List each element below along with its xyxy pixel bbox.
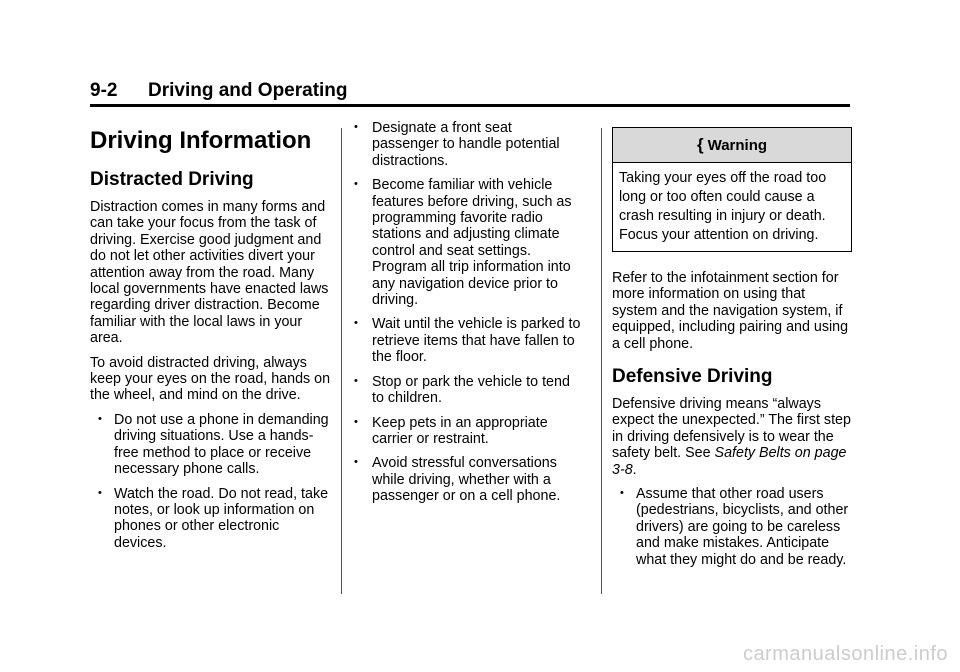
page-header bbox=[90, 80, 850, 102]
column-divider-2 bbox=[601, 128, 602, 594]
distraction-list-2 bbox=[352, 120, 582, 505]
distracted-driving-heading: Distracted Driving bbox=[90, 169, 254, 190]
column-1 bbox=[90, 120, 335, 559]
warning-icon: { bbox=[696, 135, 704, 154]
safety-belts-link[interactable]: Safety Belts on page 3-8 bbox=[612, 445, 847, 478]
defensive-text-end: . bbox=[632, 461, 637, 478]
defensive-driving-heading: Defensive Driving bbox=[612, 366, 773, 388]
distraction-list-1 bbox=[90, 412, 335, 551]
header-rule bbox=[90, 104, 850, 107]
defensive-text: Defensive driving means “always expect the unexpected.” The first step in driving defensively is to wear the safety belt. See bbox=[612, 396, 851, 462]
warning-text: Taking your eyes off the road too long or too often could cause a crash resulting in injury or death. Focus your attention on driving. bbox=[619, 170, 827, 243]
defensive-paragraph bbox=[612, 396, 852, 478]
defensive-list bbox=[612, 486, 852, 568]
list-item: • Keep pets in an appropriate carrier or restraint. bbox=[352, 415, 582, 448]
list-item: • Designate a front seat passenger to handle potential distractions. bbox=[352, 120, 582, 169]
column-3 bbox=[612, 120, 852, 576]
list-item: • Wait until the vehicle is parked to retrieve items that have fallen to the floor. bbox=[352, 316, 582, 365]
list-item: • Stop or park the vehicle to tend to children. bbox=[352, 374, 582, 407]
distraction-paragraph: Distraction comes in many forms and can take your focus from the task of driving. Exercise good judgment and do not let other activities divert your attention away from the road. Many local governments have enacted laws regarding driver distraction. Become familiar with the local laws in your area. bbox=[90, 199, 329, 347]
list-item: • Do not use a phone in demanding driving situations. Use a hands-free method to place or receive necessary phone calls. bbox=[90, 412, 335, 478]
watermark: carmanualsonline.info bbox=[742, 643, 948, 665]
list-item: • Become familiar with vehicle features before driving, such as programming favorite radio stations and adjusting climate control and seat settings. Program all trip information into any navigation device prior to driving. bbox=[352, 177, 582, 308]
column-divider-1 bbox=[341, 128, 342, 594]
list-item: • Watch the road. Do not read, take notes, or look up information on phones or other electronic devices. bbox=[90, 486, 335, 552]
warning-title: Warning bbox=[707, 137, 768, 154]
avoid-distraction-paragraph: To avoid distracted driving, always keep your eyes on the road, hands on the wheel, and mind on the drive. bbox=[90, 354, 331, 404]
list-item: • Avoid stressful conversations while driving, whether with a passenger or on a cell phone. bbox=[352, 455, 582, 504]
section-title: Driving and Operating bbox=[148, 80, 348, 101]
warning-header bbox=[613, 128, 851, 163]
chapter-heading: Driving Information bbox=[90, 127, 312, 154]
warning-box bbox=[612, 127, 852, 252]
list-item: • Assume that other road users (pedestrians, bicyclists, and other drivers) are going to be careless and make mistakes. Anticipate what they might do and be ready. bbox=[612, 486, 852, 568]
page-number: 9-2 bbox=[90, 80, 118, 101]
infotainment-paragraph: Refer to the infotainment section for more information on using that system and the navigation system, if equipped, including pairing and using a cell phone. bbox=[612, 270, 849, 352]
column-2 bbox=[352, 120, 582, 513]
